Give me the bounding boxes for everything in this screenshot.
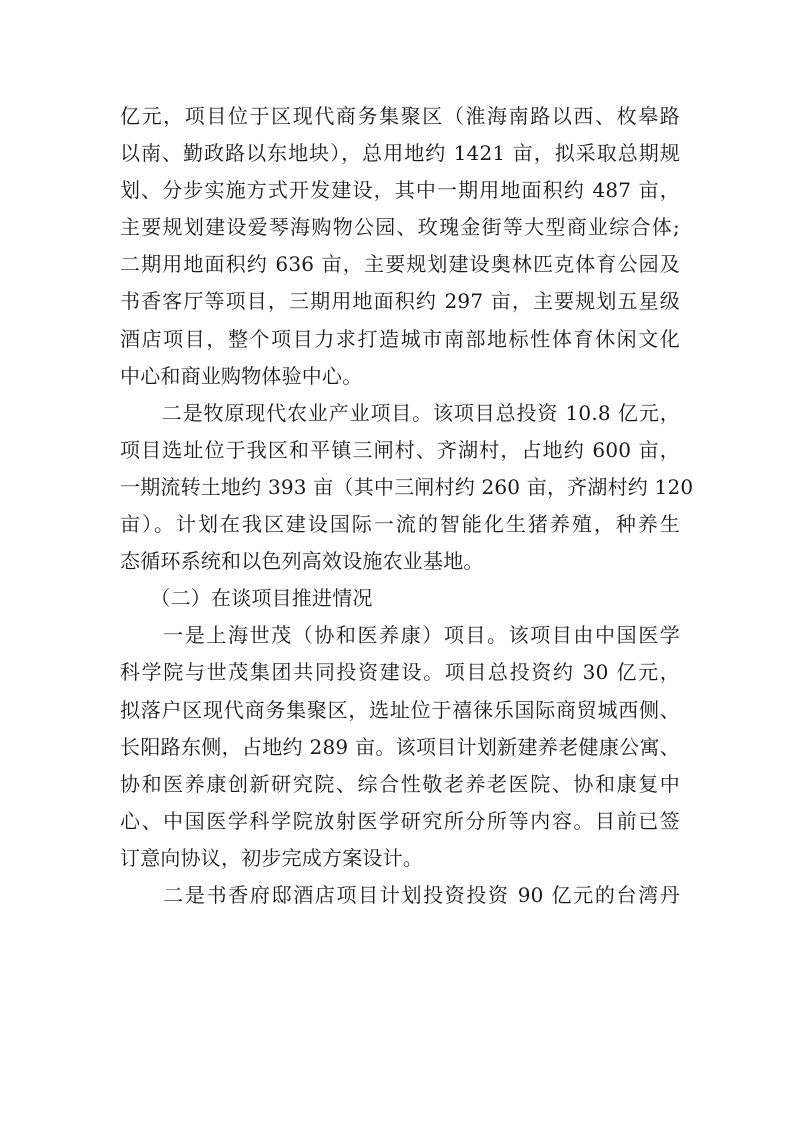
text-line: 拟落户区现代商务集聚区，选址位于禧徕乐国际商贸城西侧、 [120,697,680,722]
text-line: 亿元，项目位于区现代商务集聚区（淮海南路以西、枚皋路 [120,104,680,128]
paragraph-start-line: 一是上海世茂（协和医养康）项目。该项目由中国医学 [120,623,680,648]
paragraph-start-line: 二是牧原现代农业产业项目。该项目总投资 10.8 亿元， [120,400,680,425]
text-line: 中心和商业购物体验中心。 [120,363,363,388]
section-heading: （二）在谈项目推进情况 [120,586,373,611]
text-line: 书香客厅等项目，三期用地面积约 297 亩，主要规划五星级 [120,289,680,314]
text-line: 划、分步实施方式开发建设，其中一期用地面积约 487 亩， [120,178,680,203]
text-line: 长阳路东侧，占地约 289 亩。该项目计划新建养老健康公寓、 [120,734,680,759]
text-line: 主要规划建设爱琴海购物公园、玫瑰金街等大型商业综合体; [120,215,680,240]
text-line: 协和医养康创新研究院、综合性敬老养老医院、协和康复中 [120,771,680,796]
text-line: 科学院与世茂集团共同投资建设。项目总投资约 30 亿元， [120,660,680,685]
text-line: 订意向协议，初步完成方案设计。 [120,845,423,870]
text-line: 项目选址位于我区和平镇三闸村、齐湖村，占地约 600 亩， [120,437,680,462]
text-line: 酒店项目，整个项目力求打造城市南部地标性体育休闲文化 [120,326,680,351]
body-text [120,98,694,914]
text-line: 亩）。计划在我区建设国际一流的智能化生猪养殖，种养生 [120,512,680,537]
text-line: 以南、勤政路以东地块），总用地约 1421 亩，拟采取总期规 [120,141,680,166]
text-line: 态循环系统和以色列高效设施农业基地。 [120,549,484,574]
paragraph-start-line: 二是书香府邸酒店项目计划投资投资 90 亿元的台湾丹 [120,882,680,907]
text-line: 一期流转土地约 393 亩（其中三闸村约 260 亩，齐湖村约 120 [120,474,694,499]
text-line: 二期用地面积约 636 亩，主要规划建设奥林匹克体育公园及 [120,252,680,277]
text-line: 心、中国医学科学院放射医学研究所分所等内容。目前已签 [120,808,680,833]
